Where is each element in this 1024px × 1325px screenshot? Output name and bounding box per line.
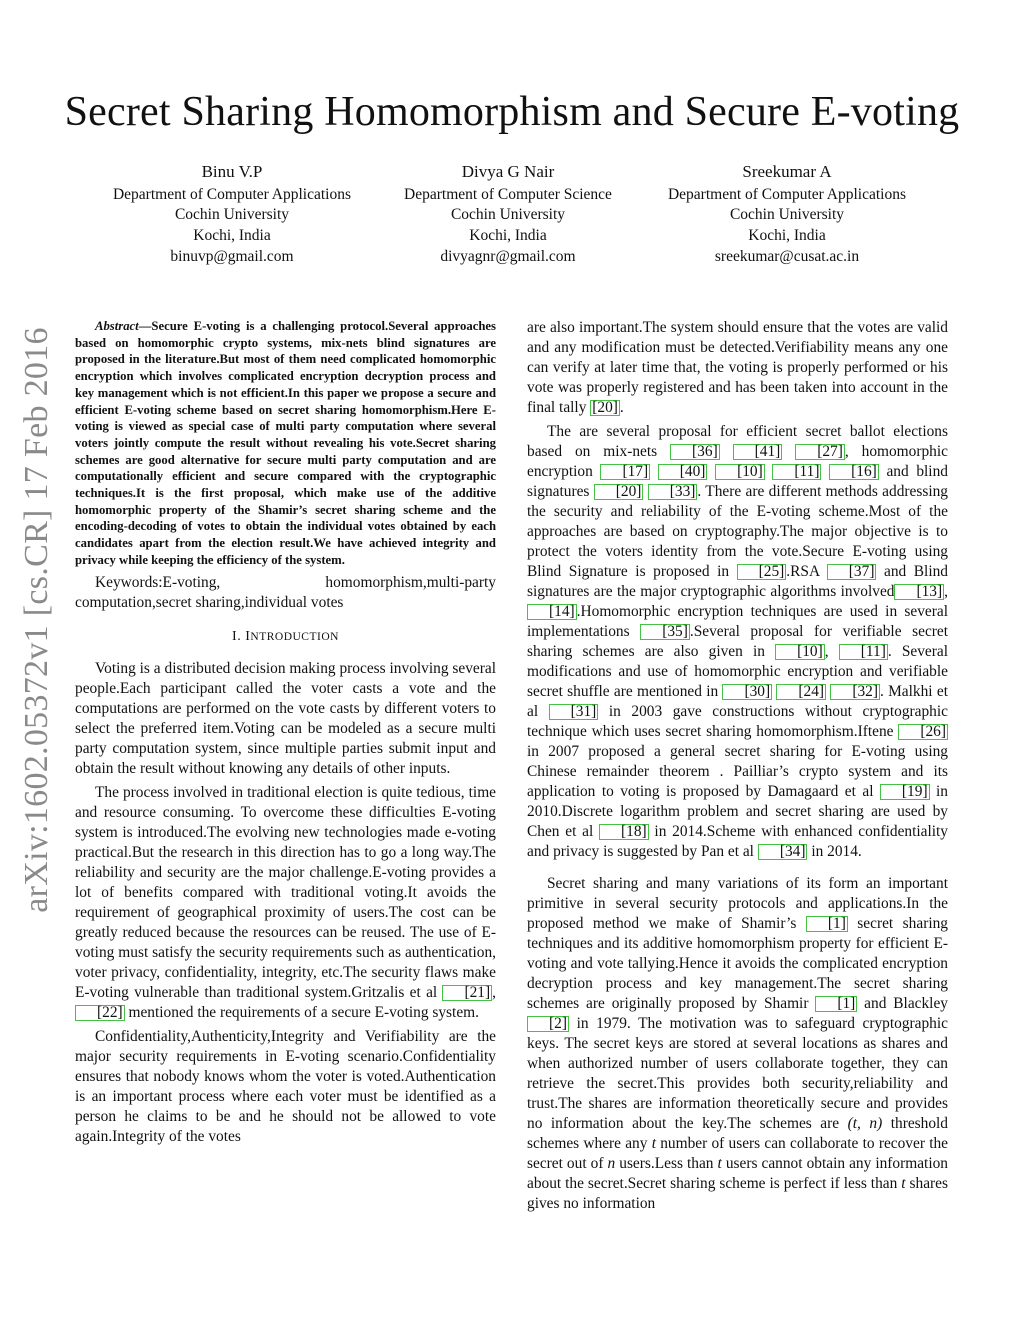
author-email: divyagnr@gmail.com — [440, 247, 576, 265]
citation-link[interactable]: [25] — [737, 564, 787, 580]
citation-link[interactable]: [34] — [758, 844, 808, 860]
author-dept: Department of Computer Applications — [112, 185, 352, 203]
author-location: Kochi, India — [193, 227, 271, 245]
citation-link[interactable]: [10] — [775, 644, 825, 660]
arxiv-side-stamp: arXiv:1602.05372v1 [cs.CR] 17 Feb 2016 — [18, 327, 55, 913]
section-number: I. — [232, 628, 242, 644]
body-paragraph: The are several proposal for efficient secret ballot elections based on mix-nets [36] [41] [27] , homomorphic encryption [17] [40] [10] [11] [16] and blind signatures [20] [33] . There are different methods addressing the security and reliability of the E-voting scheme.Most of the approaches are based on cryptography.The major objective is to protect the voters identity from the vote.Secure E-voting using Blind Signature is proposed in [25] .RSA [37] and Blind signatures are the major cryptographic algorithms involved [13] ,[14] .Homomorphic encryption techniques are used in several implementations [35] .Several proposal for verifiable secret sharing schemes are also given in [10] , [11] . Several modifications and use of homomorphic encryption and verifiable secret shuffle are mentioned in [30] [24] [32] . Malkhi et al [31] in 2003 gave constructions without cryptographic technique which uses secret sharing homomorphism.Iftene [26] in 2007 proposed a general secret sharing for E-voting using Chinese remainder theorem . Pailliar’s crypto system and its application to voting is proposed by Damagaard et al [19] in 2010.Discrete logarithm problem and secret sharing are used by Chen et al [18] in 2014.Scheme with enhanced confidentiality and privacy is suggested by Pan et al [34] in 2014. — [527, 423, 949, 860]
math-inline: t — [901, 1175, 906, 1192]
citation-link[interactable]: [35] — [640, 624, 690, 640]
citation-link[interactable]: [1] — [815, 996, 857, 1012]
body-paragraph: Secret sharing and many variations of its form an important primitive in several security protocols and applications.In the proposed method we make of Shamir’s [1] secret sharing techniques and its additive homomorphism property for efficient E-voting and vote tallying.Hence it avoids the complicated encryption decryption process and key management.The secret sharing schemes are originally proposed by Shamir [1] and Blackley [2] in 1979. The motivation was to safeguard cryptographic keys. The secret keys are stored at several locations as shares and when authorized number of users collaborate together, they can retrieve the secret.This provides both security,reliability and trust.The shares are information theoretically secure and provides no information about the key.The schemes are (t, n) threshold schemes where any t number of users can collaborate to recover the secret out of n users.Less than t users cannot obtain any information about the secret.Secret sharing scheme is perfect if less than t shares gives no information — [527, 875, 949, 1212]
author-location: Kochi, India — [469, 227, 547, 245]
author-univ: Cochin University — [450, 206, 566, 224]
citation-link[interactable]: [19] — [880, 784, 930, 800]
author-dept: Department of Computer Applications — [667, 185, 907, 203]
abstract-lead: Abstract — [95, 319, 139, 333]
section-title-rest: NTRODUCTION — [250, 630, 339, 643]
abstract — [75, 318, 496, 569]
math-inline: t — [651, 1135, 656, 1152]
intro-paragraph: The process involved in traditional election is quite tedious, time and resource consuming. To overcome these difficulties E-voting system is introduced.The evolving new technologies made e-voting practical.But the research in this direction has to go a long way.The reliability and security are the major challenge.E-voting provides a lot of benefits compared with traditional voting.It avoids the requirement of geographical proximity of users.The cost can be greatly reduced because the resources can be reused. The use of E-voting must satisfy the security requirements such as authentication, voter privacy, confidentiality, integrity, etc.The security flaws make E-voting vulnerable than traditional system.Gritzalis et al [21] ,[22] mentioned the requirements of a secure E-voting system. — [75, 783, 496, 1021]
citation-link[interactable]: [41] — [733, 444, 783, 460]
author-block — [92, 162, 372, 268]
math-inline: (t, n) — [847, 1115, 883, 1132]
author-name: Sreekumar A — [742, 162, 832, 181]
section-title-initial: I — [245, 628, 251, 644]
citation-link[interactable]: [1] — [806, 916, 848, 932]
intro-paragraph: Confidentiality,Authenticity,Integrity and Verifiability are the major security requirements in E-voting scenario.Confidentiality ensures that nobody knows whom the voter is voted.Authentication is an important process where each voter must be identified as a person he claims to be and he should not be allowed to vote again.Integrity of the votes — [75, 1027, 496, 1145]
citation-link[interactable]: [20] — [594, 484, 644, 500]
author-email: binuvp@gmail.com — [170, 247, 294, 265]
citation-link[interactable]: [10] — [715, 464, 765, 480]
right-column — [527, 318, 948, 1214]
author-univ: Cochin University — [174, 206, 290, 224]
citation-link[interactable]: [32] — [830, 684, 880, 700]
citation-link[interactable]: [17] — [600, 464, 650, 480]
section-heading-introduction — [75, 627, 496, 647]
citation-link[interactable]: [40] — [658, 464, 708, 480]
math-inline: n — [607, 1155, 616, 1172]
author-block — [376, 162, 640, 268]
left-column — [75, 318, 496, 1147]
math-inline: t — [717, 1155, 722, 1172]
citation-link[interactable]: [26] — [898, 724, 948, 740]
citation-link[interactable]: [20] — [592, 399, 618, 416]
citation-link[interactable]: [11] — [772, 464, 821, 480]
author-email: sreekumar@cusat.ac.in — [714, 247, 860, 265]
citation-link[interactable]: [27] — [795, 444, 845, 460]
citation-link[interactable]: [13] — [894, 584, 944, 600]
author-dept: Department of Computer Science — [404, 185, 612, 203]
intro-paragraph: Voting is a distributed decision making process involving several people.Each participant called the voter casts a vote and the computations are performed on the vote casts by different voters to select the preferred item.Voting can be modeled as a secure multi party computation system, since multiple parties submit input and obtain the result without knowing any details of other inputs. — [75, 659, 496, 777]
body-paragraph: are also important.The system should ensure that the votes are valid and any modification must be detected.Verifiability means any one can verify at later time that, the voting is properly performed or his vote was properly registered and has been taken into account in the final tally [20] . — [527, 319, 948, 416]
author-name: Divya G Nair — [461, 162, 555, 181]
citation-link[interactable]: [22] — [75, 1005, 125, 1021]
abstract-text: —Secure E-voting is a challenging protocol.Several approaches based on homomorphic crypto systems, mix-nets blind signatures are proposed in the literature.But most of them need complicated homomorphic encryption which involves complicated encryption decryption process and key management which is not efficient.In this paper we propose a secure and efficient E-voting scheme based on secret sharing homomorphism.Here E-voting is viewed as special case of multi party computation where several voters jointly compute the result without revealing his vote.Secret sharing schemes are good alternative for secure multi party computation and are computationally efficient and secure compared with the cryptographic techniques.It is the first proposal, which make use of the additive homomorphic property of the Shamir’s secret sharing scheme and the encoding-decoding of votes to obtain the individual votes obtained by each candidates apart from the election result.We have achieved integrity and privacy while keeping the efficiency of the system. — [75, 319, 496, 567]
author-location: Kochi, India — [748, 227, 826, 245]
citation-link[interactable]: [36] — [670, 444, 720, 460]
citation-link[interactable]: [11] — [839, 644, 888, 660]
citation-link[interactable]: [21] — [442, 985, 492, 1001]
paper-title: Secret Sharing Homomorphism and Secure E-voting — [64, 89, 960, 135]
citation-link[interactable]: [16] — [829, 464, 879, 480]
citation-link[interactable]: [33] — [648, 484, 698, 500]
citation-link[interactable]: [24] — [776, 684, 826, 700]
author-univ: Cochin University — [729, 206, 845, 224]
citation-link[interactable]: [14] — [527, 604, 577, 620]
citation-link[interactable]: [30] — [722, 684, 772, 700]
keywords: Keywords:E-voting, homomorphism,multi-party computation,secret sharing,individual votes — [75, 573, 496, 611]
citation-link[interactable]: [31] — [549, 704, 599, 720]
author-block — [642, 162, 932, 268]
citation-link[interactable]: [2] — [527, 1016, 569, 1032]
author-name: Binu V.P — [201, 162, 263, 181]
citation-link[interactable]: [18] — [599, 824, 649, 840]
citation-link[interactable]: [37] — [827, 564, 877, 580]
